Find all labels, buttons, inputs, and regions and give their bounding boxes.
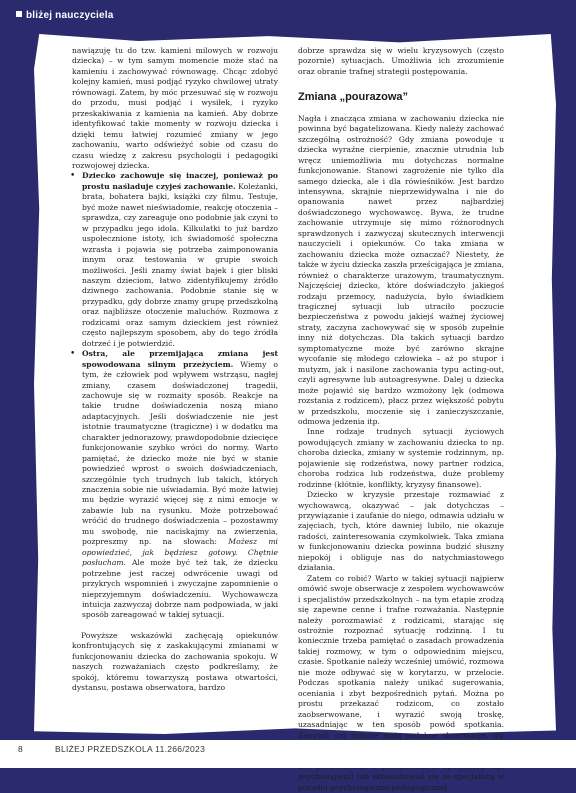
paragraph: nawiązuję tu do tzw. kamieni milowych w rozwoju dziecka) – w tym samym momencie może stać na kamieniu i zachowywać równowagę. Chcąc zdobyć kolejny kamień, musi podjąć ryzyko chwilowej utraty równowagi. Zatem, by móc przesuwać się w rozwoju do przodu, musi podjąć i wysiłek, i ryzyko przeskakiwania z kamienia na kamień. Aby dobrze identyfikować takie momenty w rozwoju dziecka i dzięki temu łatwiej rozumieć zmiany w jego zachowaniu, warto odświeżyć sobie od czasu do czasu wiedzę z zakresu psychologii i pedagogiki rozwojowej dziecka. bbox=[72, 46, 278, 170]
bullet-lead: Ostra, ale przemijająca zmiana jest spowodowana silnym przeżyciem. bbox=[82, 349, 278, 369]
left-column bbox=[72, 46, 278, 694]
bullet-text: Wiemy o tym, że człowiek pod wpływem wstrząsu, nagłej zmiany, czasem doświadczonej tragedii, zachowuje się w rozmaity sposób. Reakcje na takie trudne doświadczenia noszą miano adaptacyjnych. Jeśli doświadczenie nie jest istotnie traumatyczne (tragiczne) i w dodatku ma charakter jednorazowy, prawdopodobnie dziecięce funkcjonowanie szybko wróci do normy. Warto pamiętać, że dziecko może nie być w stanie powiedzieć wprost o swoich doświadczeniach, szczególnie tych trudnych lub takich, których znaczenia sobie nie uświadamia. Być może łatwiej mu będzie wyrazić więcej się z nimi emocje w zabawie lub na rysunku. Może potrzebować wróćić do trudnego doświadczenia – pozostawmy mu swobodę, nie naciskajmy na zwierzenia, pozpreszmy np. na słowach: bbox=[82, 359, 278, 547]
bullet-icon: • bbox=[70, 171, 76, 182]
bullet-icon: • bbox=[70, 349, 76, 360]
paragraph: Dziecko w kryzysie przestaje rozmawiać z wychowawcą, okazywać – jak dotychczas – przywiązanie i zaufanie do niego, odmawia udziału w zajęciach, tych, które dawniej lubiło, nie okazuje radości, zainteresowania czymkolwiek. Taka zmiana w funkcjonowaniu dziecka powinna budzić słuszny niepokój i obliguje nas do natychmiastowego działania. bbox=[298, 490, 504, 573]
square-icon bbox=[16, 11, 22, 17]
bullet-text: Koleżanki, brata, bohatera bajki, książki czy filmu. Testuje, być może nawet nieświadomie, reakcję otoczenia – sprawdza, czy zareaguje ono podobnie jak czyni to w przypadku jego idola. Kilkulatki to już bardzo uspołecznione istoty, ich świadomość społeczna wzrasta i pojawia się potrzeba zaimponowania innym oraz testowania w grupie swoich możliwości. Jeśli znamy świat bajek i gier bliski naszym dzieciom, łatwo zidentyfikujemy źródło dziwnego zachowania. Podobnie stanie się w przypadku, gdy dobrze znamy grupę przedszkolną oraz najbliższe otoczenie maluchów. Rozmowa z rodzicami oraz samym dzieckiem jest również często najlepszym sposobem, aby do tego źródła dotrzeć i je potwierdzić. bbox=[82, 181, 278, 348]
paragraph: Zatem co robić? Warto w takiej sytuacji najpierw omówić swoje obserwacje z zespołem wychowawców i specjalistów przedszkolnych – na tym etapie zrodzą się zapewne cenne i trafne rozważania. Następnie należy porozmawiać z rodzicami, starając się ostrożnie rozpoznać sytuację rodzinną. I tu koniecznie trzeba pamiętać o zasadach prowadzenia takiej rozmowy, w tym o odpowiednim miejscu, czasie. Spotkanie należy wcześniej umówić, rozmowa nie może odbywać się w korytarzu, w przelocie. Podczas spotkania należy unikać sugerowania, oceniania i zbyt bezpośrednich pytań. Można po prostu przekazać rodzicom, co zostało zaobserwowane, i wyrazić swoją troskę, uzasadniając w ten sposób powód spotkania. Zapytać, czy rodzice mają podobne obserwacje, czy bbox=[298, 573, 504, 740]
right-column bbox=[298, 46, 504, 793]
paragraph: Inne rodzaje trudnych sytuacji życiowych powodujących zmiany w zachowaniu dziecka to np. choroba dziecka, zmiany w systemie rodzinnym, np. pojawienie się rodzeństwa, nowy partner rodzica, choroba rodzica lub rodzeństwa, duże problemy rodzinne (kłótnie, konflikty, kryzysy finansowe). bbox=[298, 427, 504, 489]
bullet-lead: Dziecko zachowuje się inaczej, ponieważ po prostu naśladuje czyjeś zachowanie. bbox=[82, 171, 278, 191]
bullet-item bbox=[72, 171, 278, 349]
issue-label: BLIŻEJ PRZEDSZKOLA 11.266/2023 bbox=[55, 744, 206, 754]
section-tag-label: bliżej nauczyciela bbox=[26, 10, 114, 21]
bullet-text: Ale może być też tak, że dziecku potrzebne jest raczej odwrócenie uwagi od przykrych wspomnień i zwyczajne zapomnienie o nieprzyjemnym doświadczeniu. Wychowawcza intuicja zazwyczaj dobrze nam podpowiada, w jaki sposób zareagować w takiej sytuacji. bbox=[82, 558, 278, 620]
paragraph: psychologiem) lub skonsultowali się ze specjalistą w poradni psychologiczno-pedagogicznej. bbox=[298, 772, 504, 792]
paragraph: dobrze sprawdza się w wielu kryzysowych (często pozornie) sytuacjach. Umożliwia ich zrozumienie oraz obranie trafnej strategii postępowania. bbox=[298, 46, 504, 76]
section-heading: Zmiana „pourazowa” bbox=[298, 91, 409, 104]
paragraph: Powyższe wskazówki zachęcają opiekunów konfrontujących się z zaskakującymi zmianami w funkcjonowaniu dziecka do zachowania spokoju. W naszych rozważaniach często podkreślamy, że spokój, któremu towarzyszą postawa otwartości, dystansu, postawa obserwatora, bardzo bbox=[72, 630, 278, 693]
bullet-item bbox=[72, 349, 278, 621]
page-number: 8 bbox=[18, 744, 23, 754]
paragraph: Nagła i znacząca zmiana w zachowaniu dziecka nie powinna być bagatelizowana. Kiedy należy zachować szczególną ostrożność? Gdy zmiana powoduje u dziecka wyraźne cierpienie, znacznie utrudnia lub wręcz uniemożliwia mu dotychczas normalne funkcjonowanie. Stanowi zagrożenie nie tylko dla samego dziecka, ale i dla rówieśników. Jest bardzo intensywna, skrajnie nieprzewidywalna i nie do opanowania nawet przez najbardziej doświadczonego wychowawcę. Bywa, że trudne zachowanie utrzymuje się mimo różnorodnych sprawdzonych i zazwyczaj skutecznych interwencji nauczycieli i opiekunów. Co taka zmiana w zachowaniu dziecka może oznaczać? Niestety, że także w życiu dziecka zaszła prześcigająca je zmiana, również o charakterze urazowym, traumatycznym. Najczęściej dziecko, które doświadczyło jakiegoś rodzaju przemocy, nadużycia, było świadkiem tragicznej sytuacji lub utraciło poczucie bezpieczeństwa z powodu jakiejś ważnej życiowej straty, zaczyna zachowywać się w sposób zupełnie inny niż dotychczas. Dla takich sytuacji bardzo symptomatyczne może być zarówno skrajne wycofanie się młodego człowieka – aż po stupor i mutyzm, jak i nasilone zachowania typu acting-out, czyli agresywne lub autoagresywne. Dalej u dziecka może pojawić się bardzo wzmożony lęk (odmowa rozstania z rodzicem), płacz przez większość pobytu w przedszkolu, moczenie się i zanieczyszczanie, odmowa jedzenia itp. bbox=[298, 113, 504, 426]
bullet-quote: Możesz mi opowiedzieć, jak będziesz gotowy. Chętnie posłucham. bbox=[82, 537, 278, 568]
section-tag bbox=[16, 10, 114, 21]
